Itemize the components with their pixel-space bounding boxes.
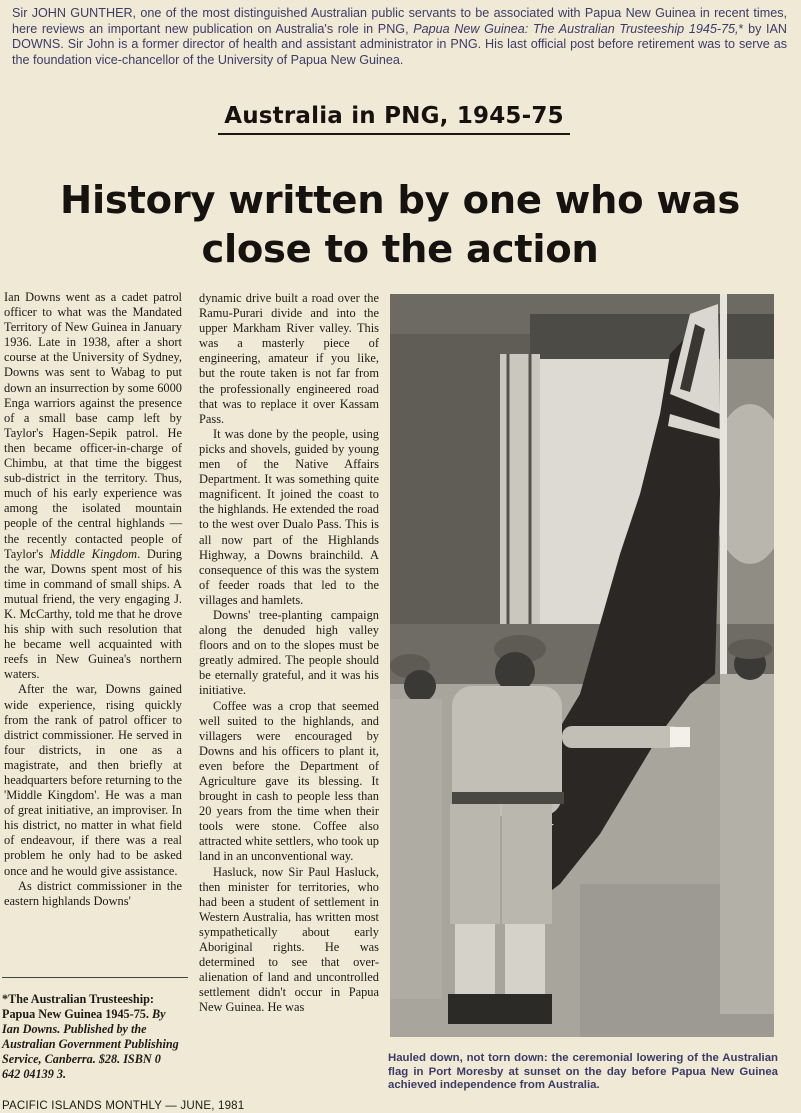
- headline-line-1: History written by one who was: [60, 178, 740, 223]
- intro-lead: Sir JOHN GUNTHER, one of the most distinguished Australian public servants to be associated with Papua New Guinea in recent times, here reviews an important new publication on Australia's role in PNG,: [12, 6, 787, 36]
- paragraph: Hasluck, now Sir Paul Hasluck, then minister for territories, who had been a student of settlement in Western Australia, has written most sympathetically about early Aboriginal rights. He was determined to see that over-alienation of land and uncontrolled settlement didn't occur in Papua New Guinea. He was: [199, 864, 379, 1015]
- paragraph: Coffee was a crop that seemed well suited to the highlands, and villagers were encouraged by Downs and his officers to plant it, even before the Department of Agriculture gave its blessing. It brought in cash to people less than 20 years from the time when their tools were stone. Coffee also attracted white settlers, who took up land in an unconventional way.: [199, 698, 379, 864]
- paragraph: After the war, Downs gained wide experience, rising quickly from the rank of patrol officer to district commissioner. He served in four districts, in one as a magistrate, and then briefly at headquarters before returning to the 'Middle Kingdom'. He was a man of great initiative, an improviser. In his district, no matter in what field of endeavour, if there was a real problem he only had to be asked once and he would give assistance.: [4, 682, 182, 878]
- article-headline: [20, 176, 780, 274]
- intro-blurb: [12, 6, 787, 68]
- paragraph: Downs' tree-planting campaign along the denuded high valley floors and on to the slopes must be greatly admired. The people should be eternally grateful, and it was his initiative.: [199, 607, 379, 698]
- paragraph: As district commissioner in the eastern highlands Downs': [4, 878, 182, 908]
- photo-illustration: [390, 294, 774, 1037]
- photo-caption: Hauled down, not torn down: the ceremonial lowering of the Australian flag in Port Moresby at sunset on the day before Papua New Guinea achieved independence from Australia.: [388, 1052, 778, 1092]
- intro-book-title: Papua New Guinea: The Australian Trusteeship 1945-75,: [413, 21, 739, 36]
- page-footer: PACIFIC ISLANDS MONTHLY — JUNE, 1981: [2, 1100, 245, 1112]
- book-ref-title: *The Australian Trusteeship: Papua New Guinea 1945-75.: [2, 992, 154, 1021]
- intro-tail: * by IAN DOWNS. Sir John is a former director of health and assistant administrator in PNG. His last official post before retirement was to serve as the foundation vice-chancellor of the University of Papua New Guinea.: [12, 21, 787, 67]
- article-column-1: [4, 290, 182, 909]
- section-heading: Australia in PNG, 1945-75: [218, 103, 570, 135]
- flag-lowering-photo: [390, 294, 774, 1037]
- article-column-2: [199, 291, 379, 1016]
- paragraph: It was done by the people, using picks and shovels, guided by young men of the Native Affairs Department. It was something quite magnificent. It joined the coast to the highlands. He extended the road to the west over Dualo Pass. This is all now part of the Highlands Highway, a Downs brainchild. A consequence of this was the system of feeder roads that led to the villages and hamlets.: [199, 426, 379, 607]
- book-ref-details: By Ian Downs. Published by the Australian Government Publishing Service, Canberra. $28. ISBN 0 642 04139 3.: [2, 1007, 179, 1081]
- headline-line-2: close to the action: [201, 227, 599, 272]
- paragraph: Ian Downs went as a cadet patrol officer to what was the Mandated Territory of New Guinea in January 1936. Late in 1938, after a short course at the University of Sydney, Downs was sent to Wabag to put down an insurrection by some 6000 Enga warriors against the presence of a small base camp left by Taylor's Hagen-Sepik patrol. He then became officer-in-charge of Chimbu, at that time the biggest sub-district in the territory. Thus, much of his early experience was among the isolated mountain people of the central highlands — the recently contacted people of Taylor's Middle Kingdom. During the war, Downs spent most of his time in command of small ships. A mutual friend, the very engaging J. K. McCarthy, told me that he drove his ship with such resolution that he became well acquainted with reefs in New Guinea's northern waters.: [4, 290, 182, 682]
- footnote-divider: [2, 977, 188, 978]
- paragraph: dynamic drive built a road over the Ramu-Purari divide and into the upper Markham River valley. This was a masterly piece of engineering, amateur if you like, but the route taken is not far from the professionally engineered road that was to replace it over Kassam Pass.: [199, 291, 379, 426]
- book-reference: [2, 992, 182, 1082]
